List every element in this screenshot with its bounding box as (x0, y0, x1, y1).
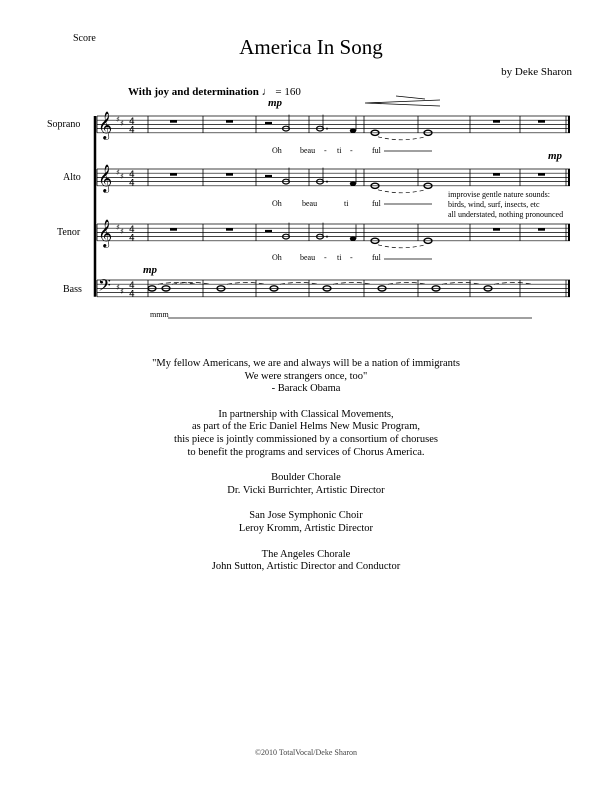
quote-attribution: - Barack Obama (271, 383, 341, 395)
part-label-alto: Alto (63, 172, 81, 183)
dynamic-bass: mp (143, 264, 158, 276)
dot (326, 128, 328, 130)
part-label-tenor: Tenor (57, 227, 81, 238)
half-rest (265, 122, 272, 125)
half-rest (265, 175, 272, 178)
lyric-syllable: - (324, 146, 327, 155)
whole-rest (170, 228, 177, 231)
key-signature-sharp: ♯ (116, 223, 120, 232)
lyric-syllable: ti (337, 146, 342, 155)
whole-rest (493, 173, 500, 176)
tempo-text: With joy and determination (128, 86, 259, 98)
bass-clef-icon: 𝄢 (98, 275, 111, 299)
key-signature-sharp: ♯ (116, 168, 120, 177)
crescendo-hairpin (365, 100, 440, 106)
key-signature-sharp: ♯ (116, 115, 120, 124)
dynamic-soprano: mp (268, 97, 283, 109)
time-signature: 4 (129, 225, 135, 235)
quarter-note (350, 181, 356, 186)
choir-1 (0, 472, 612, 497)
lyric-syllable: - (350, 146, 353, 155)
alto-instruction (448, 190, 563, 220)
lyric-syllable: beau (302, 199, 318, 208)
program-notes (0, 358, 612, 587)
lyric-syllable: Oh (272, 253, 282, 262)
bass-lyric: mmm (150, 310, 169, 319)
commission-line: this piece is jointly commissioned by a consortium of choruses (174, 433, 438, 445)
treble-clef-icon: 𝄞 (98, 164, 113, 192)
choir-name: The Angeles Chorale (261, 548, 351, 560)
tie-slur (378, 190, 425, 193)
commission-line: to benefit the programs and services of Chorus America. (187, 446, 425, 458)
lyric-syllable: beau (300, 253, 316, 262)
lyric-syllable: ti (344, 199, 349, 208)
lyric-syllable: ti (337, 253, 342, 262)
time-signature: 4 (129, 125, 135, 136)
time-signature: 4 (129, 233, 135, 244)
tempo-value: = 160 (275, 86, 301, 98)
key-signature-sharp: ♯ (120, 119, 124, 128)
whole-rest (538, 173, 545, 176)
instruction-line: all understated, nothing pronounced (448, 210, 564, 219)
whole-rest (226, 173, 233, 176)
decrescendo-hairpin (396, 96, 425, 99)
half-rest (265, 230, 272, 233)
lyric-syllable: beau (300, 146, 316, 155)
choir-name: San Jose Symphonic Choir (249, 510, 363, 522)
treble-clef-icon: 𝄞 (98, 219, 113, 247)
copyright-footer: ©2010 TotalVocal/Deke Sharon (254, 748, 358, 757)
time-signature: 4 (129, 281, 135, 291)
whole-rest (170, 173, 177, 176)
dot (326, 236, 328, 238)
score-label: Score (73, 33, 96, 44)
part-label-bass: Bass (63, 284, 82, 295)
lyric-syllable: Oh (272, 146, 282, 155)
quote-line: "My fellow Americans, we are and always will be a nation of immigrants (152, 358, 460, 369)
music-system (0, 0, 612, 340)
choir-director: Leroy Kromm, Artistic Director (238, 522, 374, 534)
key-signature-sharp: ♯ (120, 172, 124, 181)
time-signature: 4 (129, 170, 135, 180)
time-signature: 4 (129, 117, 135, 127)
whole-rest (226, 120, 233, 123)
lyric-syllable: ful (372, 146, 381, 155)
choir-director: Dr. Vicki Burrichter, Artistic Director (227, 484, 385, 496)
commission-note (0, 409, 612, 459)
time-signature: 4 (129, 178, 135, 189)
commission-line: as part of the Eric Daniel Helms New Music Program, (191, 421, 421, 433)
whole-rest (538, 120, 545, 123)
quarter-note-icon: ♩ (261, 86, 273, 98)
choir-3 (0, 549, 612, 574)
instruction-line: birds, wind, surf, insects, etc (448, 200, 540, 209)
whole-rest (538, 228, 545, 231)
quote (0, 358, 612, 396)
lyric-syllable: - (350, 253, 353, 262)
commission-line: In partnership with Classical Movements, (218, 408, 394, 420)
dynamic-alto: mp (548, 150, 563, 162)
time-signature: 4 (129, 289, 135, 300)
instruction-line: improvise gentle nature sounds: (448, 190, 550, 199)
whole-rest (170, 120, 177, 123)
choir-director: John Sutton, Artistic Director and Conductor (211, 561, 401, 573)
lyric-syllable: - (324, 253, 327, 262)
dot (326, 181, 328, 183)
whole-rest (226, 228, 233, 231)
choir-name: Boulder Chorale (271, 472, 341, 484)
lyric-syllable: Oh (272, 199, 282, 208)
page-title: America In Song (239, 35, 383, 59)
quote-line: We were strangers once, too" (244, 370, 368, 382)
lyric-syllable: ful (372, 253, 381, 262)
quarter-note (350, 128, 356, 133)
key-signature-sharp: ♯ (116, 283, 120, 292)
whole-rest (493, 120, 500, 123)
key-signature-sharp: ♯ (120, 287, 124, 296)
part-label-soprano: Soprano (47, 119, 81, 130)
tie-slur (378, 137, 425, 140)
composer: by Deke Sharon (501, 66, 572, 78)
tie-slur (378, 245, 425, 248)
lyric-syllable: ful (372, 199, 381, 208)
key-signature-sharp: ♯ (120, 227, 124, 236)
choir-2 (0, 510, 612, 535)
treble-clef-icon: 𝄞 (98, 111, 113, 139)
whole-rest (493, 228, 500, 231)
quarter-note (350, 236, 356, 241)
